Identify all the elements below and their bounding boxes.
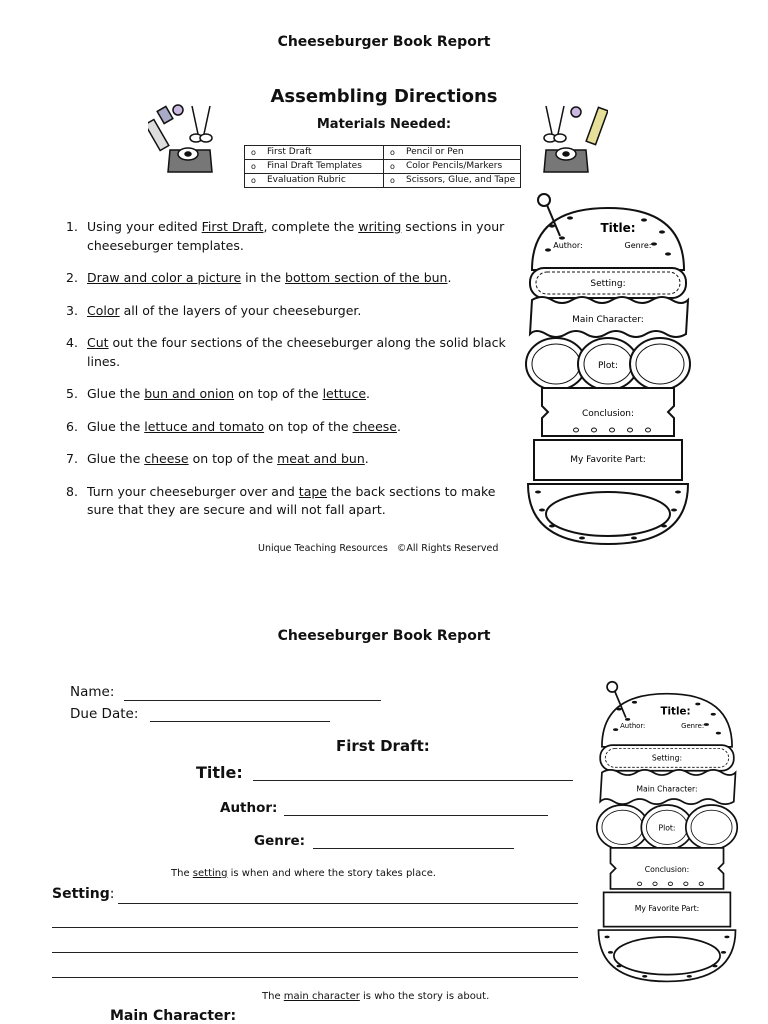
bullet-icon: o [390,148,395,157]
step-text: the back sections to make sure that they are secure and will not fall apart. [87,483,496,517]
step-text: all of the layers of your cheeseburger. [119,302,362,318]
materials-item-label: Evaluation Rubric [267,175,346,185]
step-text: . [396,418,401,434]
step-keyword: Draw and color a picture [87,270,242,285]
setting-label: Setting: [52,886,115,902]
seed-dot [632,701,637,704]
step-text: on top of the [264,418,353,434]
seed-dot [721,951,726,954]
direction-step [66,218,526,255]
step-keyword: First Draft [201,219,264,234]
seed-dot [712,965,717,968]
step-number: 1. [66,219,78,234]
materials-item [384,174,521,188]
setting-note: The setting is when and where the story takes place. [171,868,437,879]
seed-dot [724,936,729,939]
title-field[interactable] [253,780,573,781]
burger-favorite-label: My Favorite Part: [634,904,700,914]
step-number: 6. [66,418,78,434]
toothpick-flag [607,682,617,692]
seed-dot [659,230,665,233]
burger-favorite-label: My Favorite Part: [570,455,646,465]
picture-oval [546,492,670,536]
bullet-icon: o [251,162,256,171]
step-number: 5. [66,386,78,401]
burger-title-label: Title: [600,221,636,235]
direction-step [66,418,526,437]
seed-dot [641,218,647,221]
cheeseburger-diagram [522,192,694,554]
step-keyword: cheese [352,418,397,434]
burger-main-character-label: Main Character: [572,315,644,325]
name-label: Name: [70,684,115,700]
seed-dot [704,723,709,726]
burger-plot-label: Plot: [658,823,676,833]
step-text: Glue the [87,451,145,466]
materials-row [245,160,521,174]
burger-author-label: Author: [620,721,646,730]
materials-item-label: Scissors, Glue, and Tape [406,175,516,185]
direction-step [66,483,526,520]
seed-dot [695,703,700,706]
materials-item-label: Final Draft Templates [267,161,362,171]
burger-genre-label: Genre: [681,721,705,730]
burger-plot-label: Plot: [598,361,618,371]
seed-dot [616,708,621,711]
picture-oval [614,937,720,975]
assembling-heading: Assembling Directions [270,86,498,107]
materials-item [245,160,384,174]
bullet-icon: o [390,162,395,171]
seed-dot [716,732,721,735]
materials-item [384,160,521,174]
author-label: Author: [220,800,278,816]
step-keyword: lettuce [322,386,367,401]
title-label: Title: [196,763,243,782]
step-text: , complete the [263,219,359,234]
toothpick-flag [538,194,550,206]
step-keyword: Color [87,302,120,318]
step-keyword: meat and bun [277,451,365,466]
due-date-field[interactable] [150,721,330,722]
seed-dot [687,975,692,978]
step-keyword: bun and onion [144,386,235,401]
step-text: Turn your cheeseburger over and [87,483,299,499]
step-text: . [364,451,369,466]
burger-main-character-label: Main Character: [636,784,698,794]
step-number: 2. [66,270,78,285]
step-text: . [447,270,452,285]
main-character-note: The main character is who the story is about. [262,991,490,1002]
step-keyword: writing [358,219,402,234]
step-number: 7. [66,451,78,466]
seed-dot [608,951,613,954]
burger-conclusion-label: Conclusion: [644,864,690,874]
seed-dot [535,491,541,494]
direction-step [66,334,526,371]
due-date-label: Due Date: [70,706,139,722]
seed-dot [631,537,637,540]
direction-step [66,385,526,404]
step-keyword: lettuce and tomato [144,418,265,434]
step-text: Glue the [87,418,145,434]
materials-item [384,146,521,160]
seed-dot [675,491,681,494]
craft-supplies-icon [148,100,218,176]
materials-item-label: Color Pencils/Markers [406,161,503,171]
step-text: . [366,386,371,401]
seed-dot [604,936,609,939]
burger-conclusion-label: Conclusion: [581,409,635,419]
seed-dot [671,509,677,512]
copyright-credit: Unique Teaching Resources ©All Rights Reserved [258,543,499,554]
materials-row [245,146,521,160]
setting-line[interactable] [52,927,578,928]
direction-step [66,269,526,288]
seed-dot [651,242,657,245]
burger-title-label: Title: [660,705,691,718]
page-header: Cheeseburger Book Report [277,628,491,644]
step-text: on top of the [188,451,278,466]
first-draft-heading: First Draft: [336,737,430,755]
step-text: out the four sections of the cheeseburger along the solid black lines. [87,335,506,369]
tomato-slice [630,338,690,390]
first-draft-page [0,590,768,1024]
genre-field[interactable] [313,848,514,849]
craft-supplies-icon [538,100,608,176]
seed-dot [549,525,555,528]
cheeseburger-diagram [586,680,748,990]
tomato-slice [686,805,737,850]
step-number: 3. [66,302,78,318]
bullet-icon: o [251,148,256,157]
burger-genre-label: Genre: [624,241,652,250]
step-keyword: tape [298,483,327,499]
main-character-label: Main Character: [110,1008,237,1024]
page-header: Cheeseburger Book Report [277,34,491,50]
step-text: sections in your cheeseburger templates. [87,219,505,253]
setting-line[interactable] [52,977,578,978]
step-number: 8. [66,483,78,499]
step-keyword: Cut [87,335,109,350]
seed-dot [579,537,585,540]
setting-line[interactable] [118,903,578,904]
seed-dot [549,224,555,227]
materials-heading: Materials Needed: [316,117,452,132]
directions-list [66,218,526,534]
materials-item [245,146,384,160]
seed-dot [567,216,573,219]
materials-row [245,174,521,188]
direction-step [66,302,526,321]
seed-dot [625,718,630,721]
burger-author-label: Author: [553,241,583,250]
name-field[interactable] [124,700,381,701]
setting-line[interactable] [52,952,578,953]
step-text: Glue the [87,386,145,401]
seed-dot [665,252,671,255]
seed-dot [559,236,565,239]
materials-table [244,145,521,188]
tomato-slice [597,805,648,850]
burger-setting-label: Setting: [590,279,626,289]
genre-label: Genre: [254,833,306,849]
seed-dot [661,525,667,528]
seed-dot [711,713,716,716]
top-bun [602,694,732,747]
direction-step [66,450,526,469]
step-text: Using your edited [87,219,202,234]
step-text: in the [241,270,286,285]
materials-item [245,174,384,188]
bullet-icon: o [251,176,256,185]
materials-item-label: Pencil or Pen [406,147,464,157]
burger-setting-label: Setting: [651,753,683,763]
step-number: 4. [66,335,78,350]
materials-item-label: First Draft [267,147,312,157]
seed-dot [642,975,647,978]
author-field[interactable] [284,815,548,816]
seed-dot [545,248,551,251]
seed-dot [539,509,545,512]
seed-dot [616,965,621,968]
seed-dot [613,728,618,731]
step-keyword: cheese [144,451,189,466]
bullet-icon: o [390,176,395,185]
top-bun [532,208,684,270]
step-text: on top of the [234,386,323,401]
step-keyword: bottom section of the bun [285,270,448,285]
